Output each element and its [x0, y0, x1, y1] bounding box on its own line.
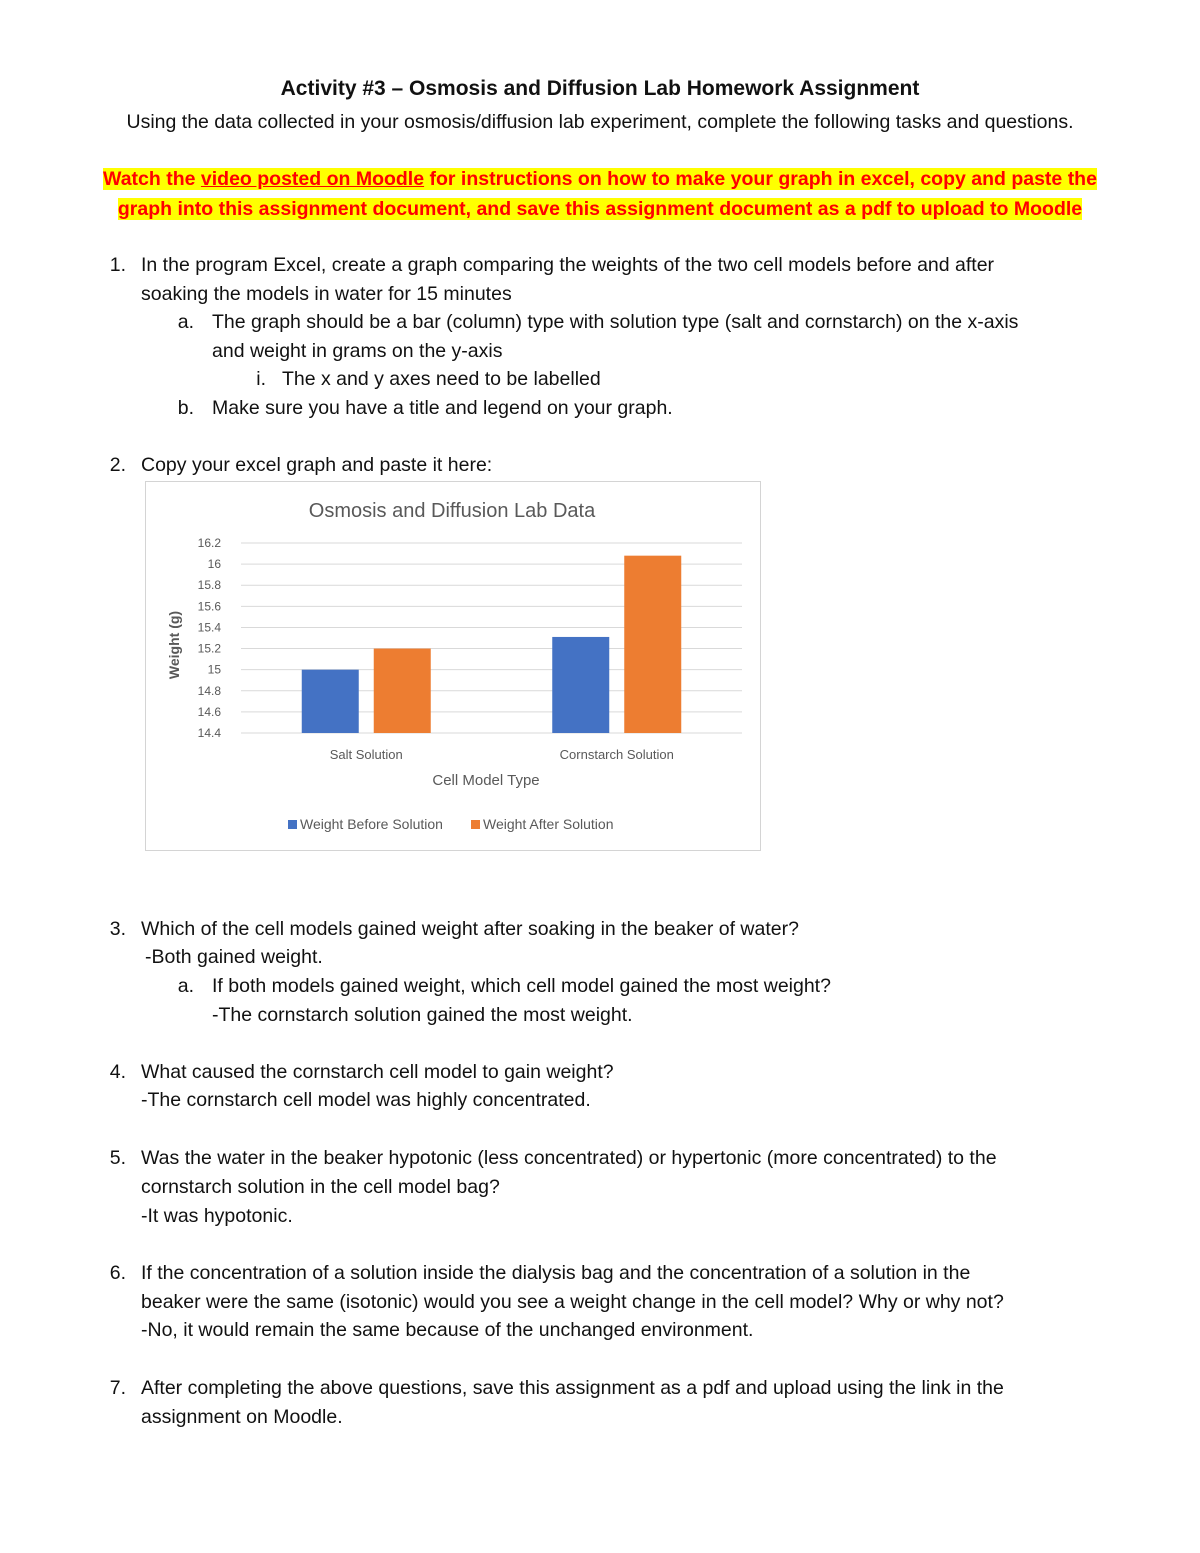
y-tick-label: 14.6 — [197, 704, 221, 719]
y-tick-label: 15.8 — [197, 578, 221, 593]
question-7-line2: assignment on Moodle. — [141, 1406, 343, 1428]
x-tick-label: Cornstarch Solution — [559, 747, 674, 762]
question-5-number: 5. — [109, 1147, 126, 1169]
question-7-number: 7. — [109, 1377, 126, 1399]
y-tick-label: 15.6 — [197, 599, 221, 614]
notice-text-start: Watch the — [103, 168, 201, 190]
bar-before-salt — [302, 670, 359, 733]
question-4-text: What caused the cornstarch cell model to gain weight? — [141, 1061, 614, 1083]
notice-text-line2: graph into this assignment document, and save this assignment document as a pdf to upload to Moodle — [117, 198, 1083, 220]
x-tick-label: Salt Solution — [329, 747, 403, 762]
video-instructions-notice — [60, 164, 1140, 224]
chart-title: Osmosis and Diffusion Lab Data — [308, 500, 596, 522]
question-6-line1: If the concentration of a solution inside the dialysis bag and the concentration of a solution in the — [141, 1262, 971, 1284]
y-tick-label: 15 — [207, 662, 221, 677]
question-1a-line1: The graph should be a bar (column) type with solution type (salt and cornstarch) on the x-axis — [212, 311, 1019, 333]
question-1-line1: In the program Excel, create a graph comparing the weights of the two cell models before and after — [141, 254, 995, 276]
question-4-answer: -The cornstarch cell model was highly concentrated. — [141, 1089, 591, 1111]
question-1a-number: a. — [177, 311, 194, 333]
chart-bars — [302, 556, 682, 733]
legend-swatch — [288, 820, 297, 829]
chart-y-axis-label: Weight (g) — [166, 610, 182, 680]
y-tick-label: 15.4 — [197, 620, 221, 635]
question-6-answer: -No, it would remain the same because of the unchanged environment. — [141, 1319, 754, 1341]
question-1ai-text: The x and y axes need to be labelled — [282, 368, 601, 390]
question-3a-text: If both models gained weight, which cell model gained the most weight? — [212, 975, 831, 997]
video-link[interactable]: video posted on Moodle — [200, 168, 425, 190]
bar-after-cornstarch — [624, 556, 681, 733]
question-3a-number: a. — [177, 975, 194, 997]
question-1ai-number: i. — [256, 368, 266, 390]
page-title: Activity #3 – Osmosis and Diffusion Lab Homework Assignment — [280, 77, 920, 100]
question-4-number: 4. — [109, 1061, 126, 1083]
legend-label: Weight After Solution — [483, 816, 614, 832]
chart-legend — [288, 816, 613, 832]
question-1b-number: b. — [177, 397, 194, 419]
question-1-number: 1. — [109, 254, 126, 276]
y-tick-label: 16 — [207, 557, 221, 572]
notice-text-continued: for instructions on how to make your graph in excel, copy and paste the — [424, 168, 1097, 190]
legend-label: Weight Before Solution — [300, 816, 443, 832]
y-tick-label: 15.2 — [197, 641, 221, 656]
question-5-answer: -It was hypotonic. — [141, 1205, 293, 1227]
question-7-line1: After completing the above questions, save this assignment as a pdf and upload using the link in the — [141, 1377, 1004, 1399]
chart-x-axis-label: Cell Model Type — [432, 772, 540, 789]
question-2-number: 2. — [109, 454, 126, 476]
question-3-text: Which of the cell models gained weight after soaking in the beaker of water? — [141, 918, 799, 940]
question-6-line2: beaker were the same (isotonic) would you see a weight change in the cell model? Why or why not? — [141, 1291, 1004, 1313]
lab-data-chart — [145, 481, 761, 851]
chart-x-tick-labels — [330, 747, 674, 762]
chart-svg — [146, 482, 760, 850]
question-5-line1: Was the water in the beaker hypotonic (less concentrated) or hypertonic (more concentrated) to the — [141, 1147, 997, 1169]
y-tick-label: 14.8 — [197, 683, 221, 698]
page-subtitle: Using the data collected in your osmosis/diffusion lab experiment, complete the following tasks and questions. — [126, 111, 1074, 133]
question-6-number: 6. — [109, 1262, 126, 1284]
bar-after-salt — [374, 649, 431, 733]
question-3a-answer: -The cornstarch solution gained the most weight. — [212, 1004, 633, 1026]
question-2-text: Copy your excel graph and paste it here: — [141, 454, 493, 476]
question-3-answer: -Both gained weight. — [145, 946, 323, 968]
question-1b-text: Make sure you have a title and legend on your graph. — [212, 397, 673, 419]
y-tick-label: 16.2 — [197, 536, 221, 550]
question-1-line2: soaking the models in water for 15 minutes — [141, 283, 512, 305]
question-3-number: 3. — [109, 918, 126, 940]
chart-y-tick-labels — [198, 536, 222, 740]
question-1a-line2: and weight in grams on the y-axis — [212, 340, 503, 362]
legend-swatch — [471, 820, 480, 829]
y-tick-label: 14.4 — [197, 726, 221, 740]
bar-before-cornstarch — [552, 637, 609, 733]
question-5-line2: cornstarch solution in the cell model bag? — [141, 1176, 500, 1198]
